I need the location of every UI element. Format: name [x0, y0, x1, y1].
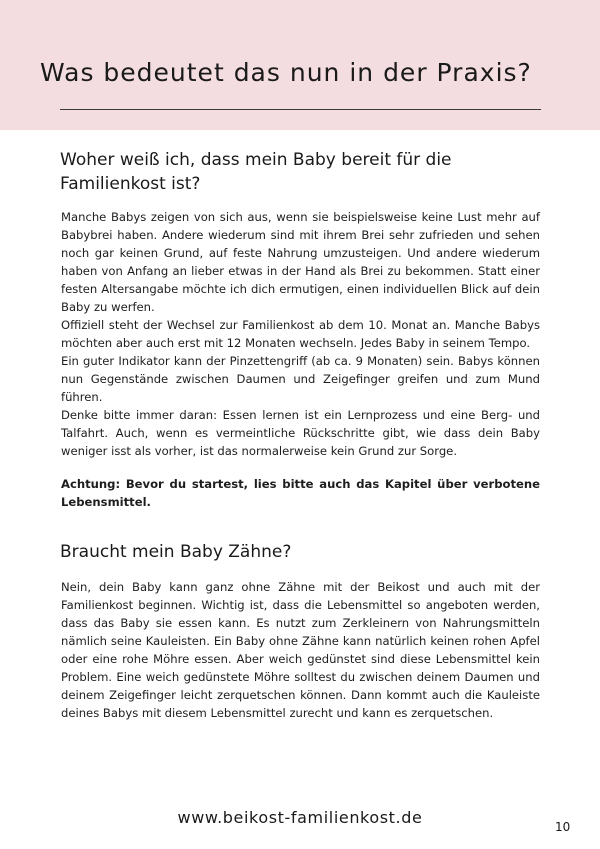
- footer-url: www.beikost-familienkost.de: [177, 808, 423, 827]
- body-text-readiness: [61, 208, 540, 406]
- title-divider: [60, 109, 541, 110]
- page-number: 10: [555, 820, 571, 834]
- page-title: Was bedeutet das nun in der Praxis?: [40, 58, 532, 87]
- body-text-teeth: [61, 578, 540, 722]
- warning-note: [61, 475, 540, 511]
- paragraph: Offiziell steht der Wechsel zur Familienkost ab dem 10. Monat an. Manche Babys möchten aber auch erst mit 12 Monaten wechseln. Jedes Baby in seinem Tempo.: [61, 318, 540, 350]
- paragraph: Ein guter Indikator kann der Pinzettengriff (ab ca. 9 Monaten) sein. Babys können nun Gegenstände zwischen Daumen und Zeigefinger greifen und zum Mund führen.: [61, 354, 540, 404]
- warning-text: Achtung: Bevor du startest, lies bitte auch das Kapitel über verbotene Lebensmittel.: [61, 477, 540, 509]
- paragraph: Manche Babys zeigen von sich aus, wenn sie beispielsweise keine Lust mehr auf Babybrei haben. Andere wiederum sind mit ihrem Brei sehr zufrieden und sehen noch gar keinen Grund, auf feste Nahrung umzusteigen. Und andere wiederum haben von Anfang an lieber etwas in der Hand als Brei zu bekommen. Statt einer festen Altersangabe möchte ich dich ermutigen, einen individuellen Blick auf dein Baby zu werfen.: [61, 210, 540, 314]
- paragraph: Denke bitte immer daran: Essen lernen ist ein Lernprozess und eine Berg- und Talfahrt. Auch, wenn es vermeintliche Rückschritte gibt, wie dass dein Baby weniger isst als vorher, ist das normalerweise kein Grund zur Sorge.: [61, 408, 540, 458]
- section-heading-teeth: Braucht mein Baby Zähne?: [60, 542, 292, 562]
- body-text-learning-process: [61, 406, 540, 460]
- section-heading-family-food-readiness: Woher weiß ich, dass mein Baby bereit für die Familienkost ist?: [60, 150, 452, 194]
- paragraph: Nein, dein Baby kann ganz ohne Zähne mit der Beikost und auch mit der Familienkost beginnen. Wichtig ist, dass die Lebensmittel so angeboten werden, dass das Baby sie essen kann. Es nutzt zum Zerkleinern von Nahrungsmitteln nämlich seine Kauleisten. Ein Baby ohne Zähne kann natürlich keinen rohen Apfel oder eine rohe Möhre essen. Aber weich gedünstet sind diese Lebensmittel kein Problem. Eine weich gedünstete Möhre solltest du zwischen deinem Daumen und deinem Zeigefinger leicht zerquetschen können. Dann kommt auch die Kauleiste deines Babys mit diesem Lebensmittel zurecht und kann es zerquetschen.: [61, 580, 540, 720]
